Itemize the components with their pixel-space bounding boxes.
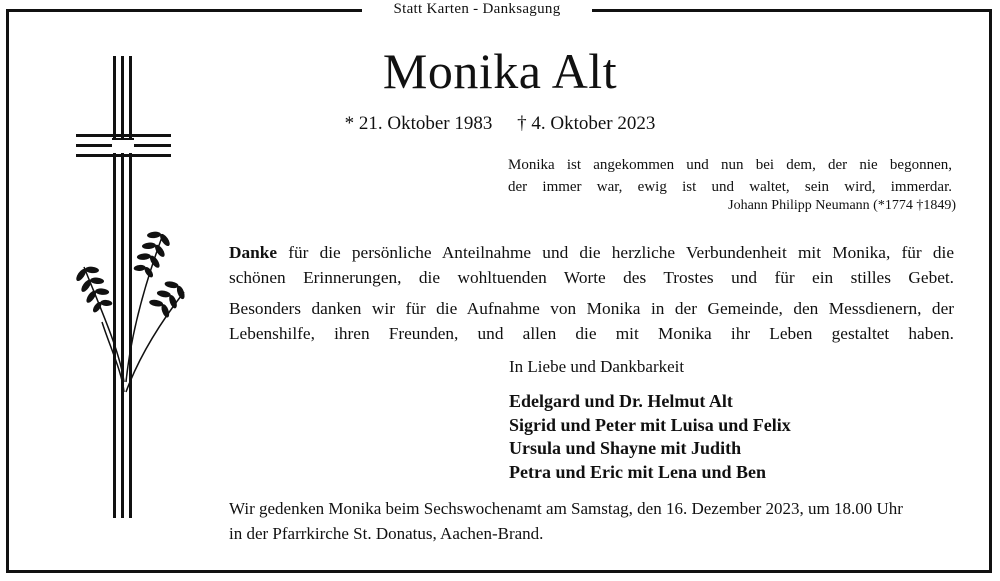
deceased-name: Monika Alt xyxy=(382,43,618,99)
thanks-line: schönen Erinnerungen, die wohltuenden Worte des Trostes und für ein stilles Gebet. xyxy=(229,268,954,287)
memorial-line: Wir gedenken Monika beim Sechswochenamt am Samstag, den 16. Dezember 2023, um 18.00 Uhr xyxy=(229,499,903,518)
death-date: † 4. Oktober 2023 xyxy=(517,113,656,134)
thanks-bold-word: Danke xyxy=(229,243,278,262)
memorial-notice xyxy=(229,496,957,546)
birth-date: * 21. Oktober 1983 xyxy=(344,113,493,134)
life-dates xyxy=(0,113,1000,135)
family-member: Ursula und Shayne mit Judith xyxy=(509,438,742,458)
thanks-line-text: für die persönliche Anteilnahme und die herzliche Verbundenheit mit Monika, für die xyxy=(277,243,954,262)
quote-line: Monika ist angekommen und nun bei dem, der nie begonnen, xyxy=(508,157,952,173)
thanks-paragraph xyxy=(229,240,954,290)
family-member: Edelgard und Dr. Helmut Alt xyxy=(509,391,733,411)
quote-line: der immer war, ewig ist und waltet, sein wird, immerdar. xyxy=(508,179,952,195)
special-thanks-line: Lebenshilfe, ihren Freunden, und allen die mit Monika ihr Leben gestaltet haben. xyxy=(229,324,954,343)
thanks-line xyxy=(229,240,954,265)
family-member: Petra und Eric mit Lena und Ben xyxy=(509,461,767,482)
quote-author: Johann Philipp Neumann (*1774 †1849) xyxy=(728,198,956,213)
special-thanks-line: Besonders danken wir für die Aufnahme von Monika in der Gemeinde, den Messdienern, der xyxy=(229,299,954,318)
memorial-line: in der Pfarrkirche St. Donatus, Aachen-Brand. xyxy=(229,524,544,543)
family-list xyxy=(509,390,791,484)
header-label: Statt Karten - Danksagung xyxy=(393,1,561,17)
special-thanks-paragraph xyxy=(229,296,954,346)
closing-phrase: In Liebe und Dankbarkeit xyxy=(509,357,685,376)
quote xyxy=(508,154,952,198)
family-member: Sigrid und Peter mit Luisa und Felix xyxy=(509,414,791,435)
